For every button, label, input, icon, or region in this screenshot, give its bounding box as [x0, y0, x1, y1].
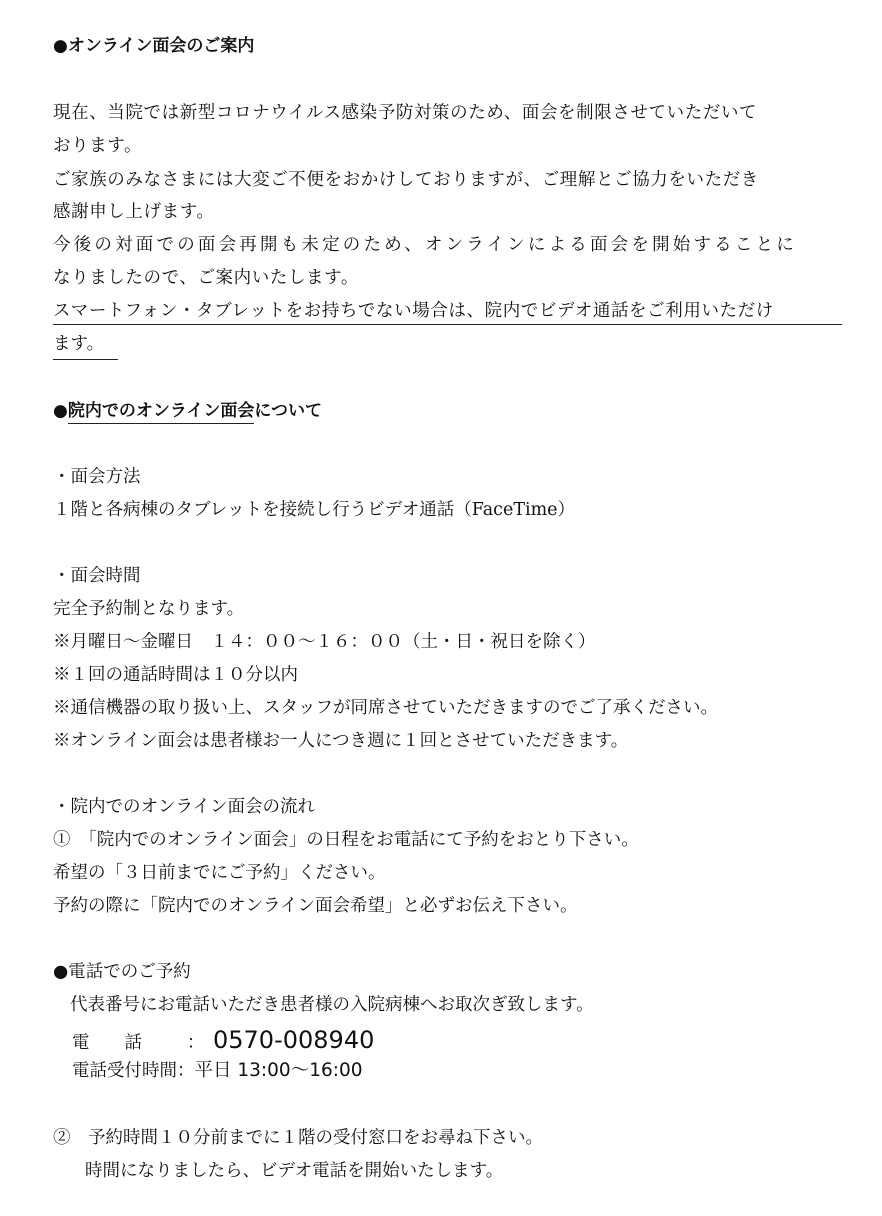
time-line: 完全予約制となります。	[53, 599, 245, 619]
method-text: １階と各病棟のタブレットを接続し行うビデオ通話（FaceTime）	[53, 500, 576, 520]
flow-line: 予約の際に「院内でのオンライン面会希望」と必ずお伝え下さい。	[53, 896, 578, 916]
underlined-note-line-end: ます。	[53, 331, 118, 360]
phone-instructions: 代表番号にお電話いただき患者様の入院病棟へお取次ぎ致します。	[70, 995, 594, 1015]
phone-number: 0570-008940	[213, 1026, 375, 1054]
flow-line: 希望の「３日前までにご予約」ください。	[53, 863, 386, 883]
phone-hours-row	[72, 1058, 842, 1084]
step2-line: 時間になりましたら、ビデオ電話を開始いたします。	[85, 1161, 504, 1181]
flow-line: ① 「院内でのオンライン面会」の日程をお電話にて予約をおとり下さい。	[53, 830, 639, 850]
step2-line: ② 予約時間１０分前までに１階の受付窓口をお尋ね下さい。	[53, 1128, 543, 1148]
paragraph-line: 今後の対面での面会再開も未定のため、オンラインによる面会を開始することに	[53, 235, 797, 255]
phone-label: 電 話	[72, 1033, 142, 1053]
paragraph-line: 現在、当院では新型コロナウイルス感染予防対策のため、面会を制限させていただいて	[53, 103, 758, 123]
phone-colon: ：	[187, 1033, 205, 1053]
phone-number-row	[72, 1027, 842, 1059]
time-line: ※通信機器の取り扱い上、スタッフが同席させていただきますのでご了承ください。	[53, 698, 718, 718]
paragraph-line: おります。	[53, 136, 143, 156]
flow-title: ・院内でのオンライン面会の流れ	[53, 797, 315, 817]
time-title: ・面会時間	[53, 566, 141, 586]
phone-hours-value: 平日 13:00～16:00	[194, 1060, 363, 1081]
paragraph-line: なりましたので、ご案内いたします。	[53, 268, 359, 288]
paragraph-line: 感謝申し上げます。	[53, 202, 215, 222]
phone-heading: ●電話でのご予約	[53, 962, 191, 982]
underlined-note-line: スマートフォン・タブレットをお持ちでない場合は、院内でビデオ通話をご利用いただけ	[53, 298, 842, 325]
phone-hours-label: 電話受付時間：	[72, 1061, 195, 1081]
time-line: ※オンライン面会は患者様お一人につき週に１回とさせていただきます。	[53, 731, 629, 751]
time-line: ※月曜日～金曜日 １４：００～１６：００（土・日・祝日を除く）	[53, 632, 596, 652]
section-heading-online-visit: ●オンライン面会のご案内	[53, 36, 255, 56]
method-title: ・面会方法	[53, 467, 141, 487]
heading-bullet: ●	[53, 401, 68, 421]
paragraph-line: ご家族のみなさまには大変ご不便をおかけしておりますが、ご理解とご協力をいただき	[53, 170, 759, 190]
time-line: ※１回の通話時間は１０分以内	[53, 665, 298, 685]
heading-rest-text: について	[254, 401, 323, 421]
section-heading-inhospital	[53, 398, 842, 424]
heading-underlined-text: 院内でのオンライン面会	[68, 401, 255, 424]
